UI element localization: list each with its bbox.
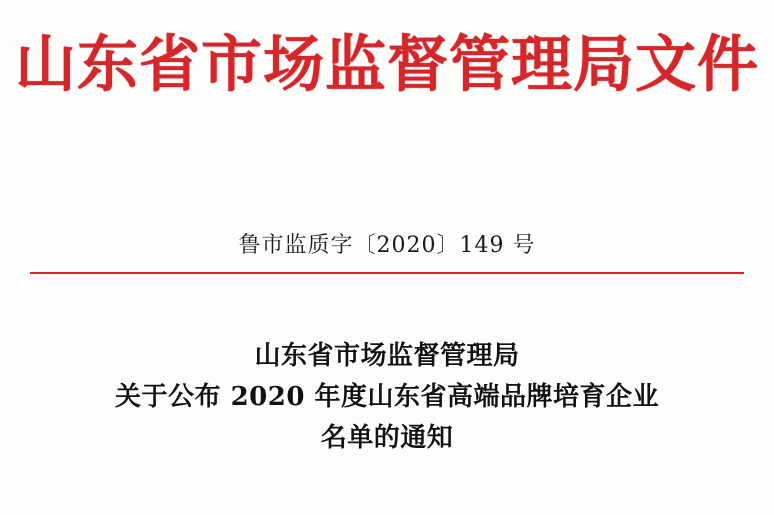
red-separator-rule <box>30 272 744 274</box>
document-title-line-1: 山东省市场监督管理局 <box>254 341 520 371</box>
document-masthead-title: 山东省市场监督管理局文件 <box>14 29 759 100</box>
document-title-line-3: 名单的通知 <box>320 423 454 454</box>
document-number: 鲁市监质字〔2020〕149 号 <box>238 233 536 258</box>
document-title-line-2: 关于公布 2020 年度山东省高端品牌培育企业 <box>115 382 659 413</box>
document-title-block <box>0 336 774 459</box>
